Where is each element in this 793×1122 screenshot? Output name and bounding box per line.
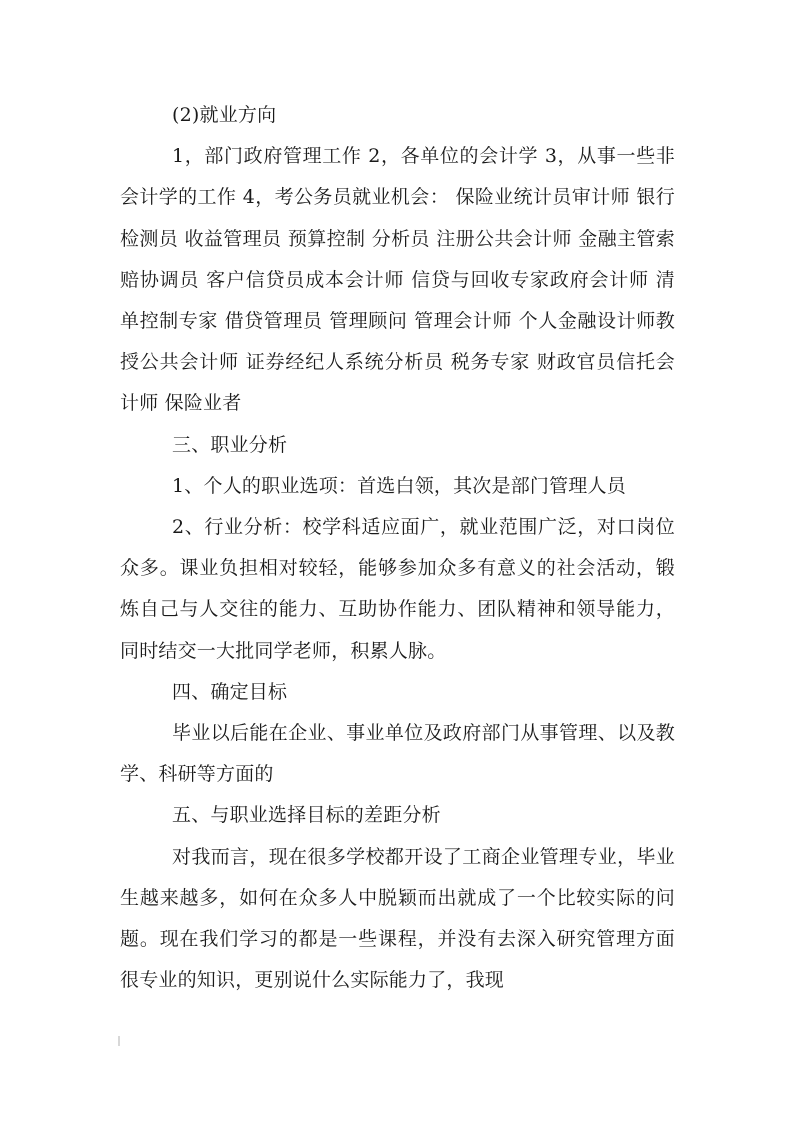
paragraph-goals: 毕业以后能在企业、事业单位及政府部门从事管理、以及教学、科研等方面的 [120, 722, 675, 786]
subheading-employment-direction: (2)就业方向 [172, 104, 277, 126]
heading-career-analysis: 三、职业分析 [172, 433, 288, 456]
paragraph-personal-options: 1、个人的职业选项：首选白领，其次是部门管理人员 [172, 474, 626, 497]
paragraph-industry-analysis: 2、行业分析：校学科适应面广，就业范围广泛，对口岗位众多。课业负担相对较轻，能够参加众多有意义的社会活动，锻炼自己与人交往的能力、互助协作能力、团队精神和领导能力，同时结交一大批同学老师，积累人脉。 [120, 516, 675, 662]
paragraph-gap-analysis: 对我而言，现在很多学校都开设了工商企业管理专业，毕业生越来越多，如何在众多人中脱颖而出就成了一个比较实际的问题。现在我们学习的都是一些课程，并没有去深入研究管理方面很专业的知识，更别说什么实际能力了，我现 [120, 845, 675, 992]
margin-mark [118, 1036, 120, 1046]
document-body [120, 95, 675, 1001]
paragraph-career-list: 1，部门政府管理工作 2，各单位的会计学 3，从事一些非会计学的工作 4，考公务员就业机会： 保险业统计员审计师 银行检测员 收益管理员 预算控制 分析员 注册公共会计师 金融主管索赔协调员 客户信贷员成本会计师 信贷与回收专家政府会计师 清单控制专家 借贷管理员 管理顾问 管理会计师 个人金融设计师教授公共会计师 证券经纪人系统分析员 税务专家 财政官员信托会计师 保险业者 [120, 145, 675, 415]
heading-set-goals: 四、确定目标 [172, 680, 288, 703]
heading-gap-analysis: 五、与职业选择目标的差距分析 [172, 804, 441, 827]
